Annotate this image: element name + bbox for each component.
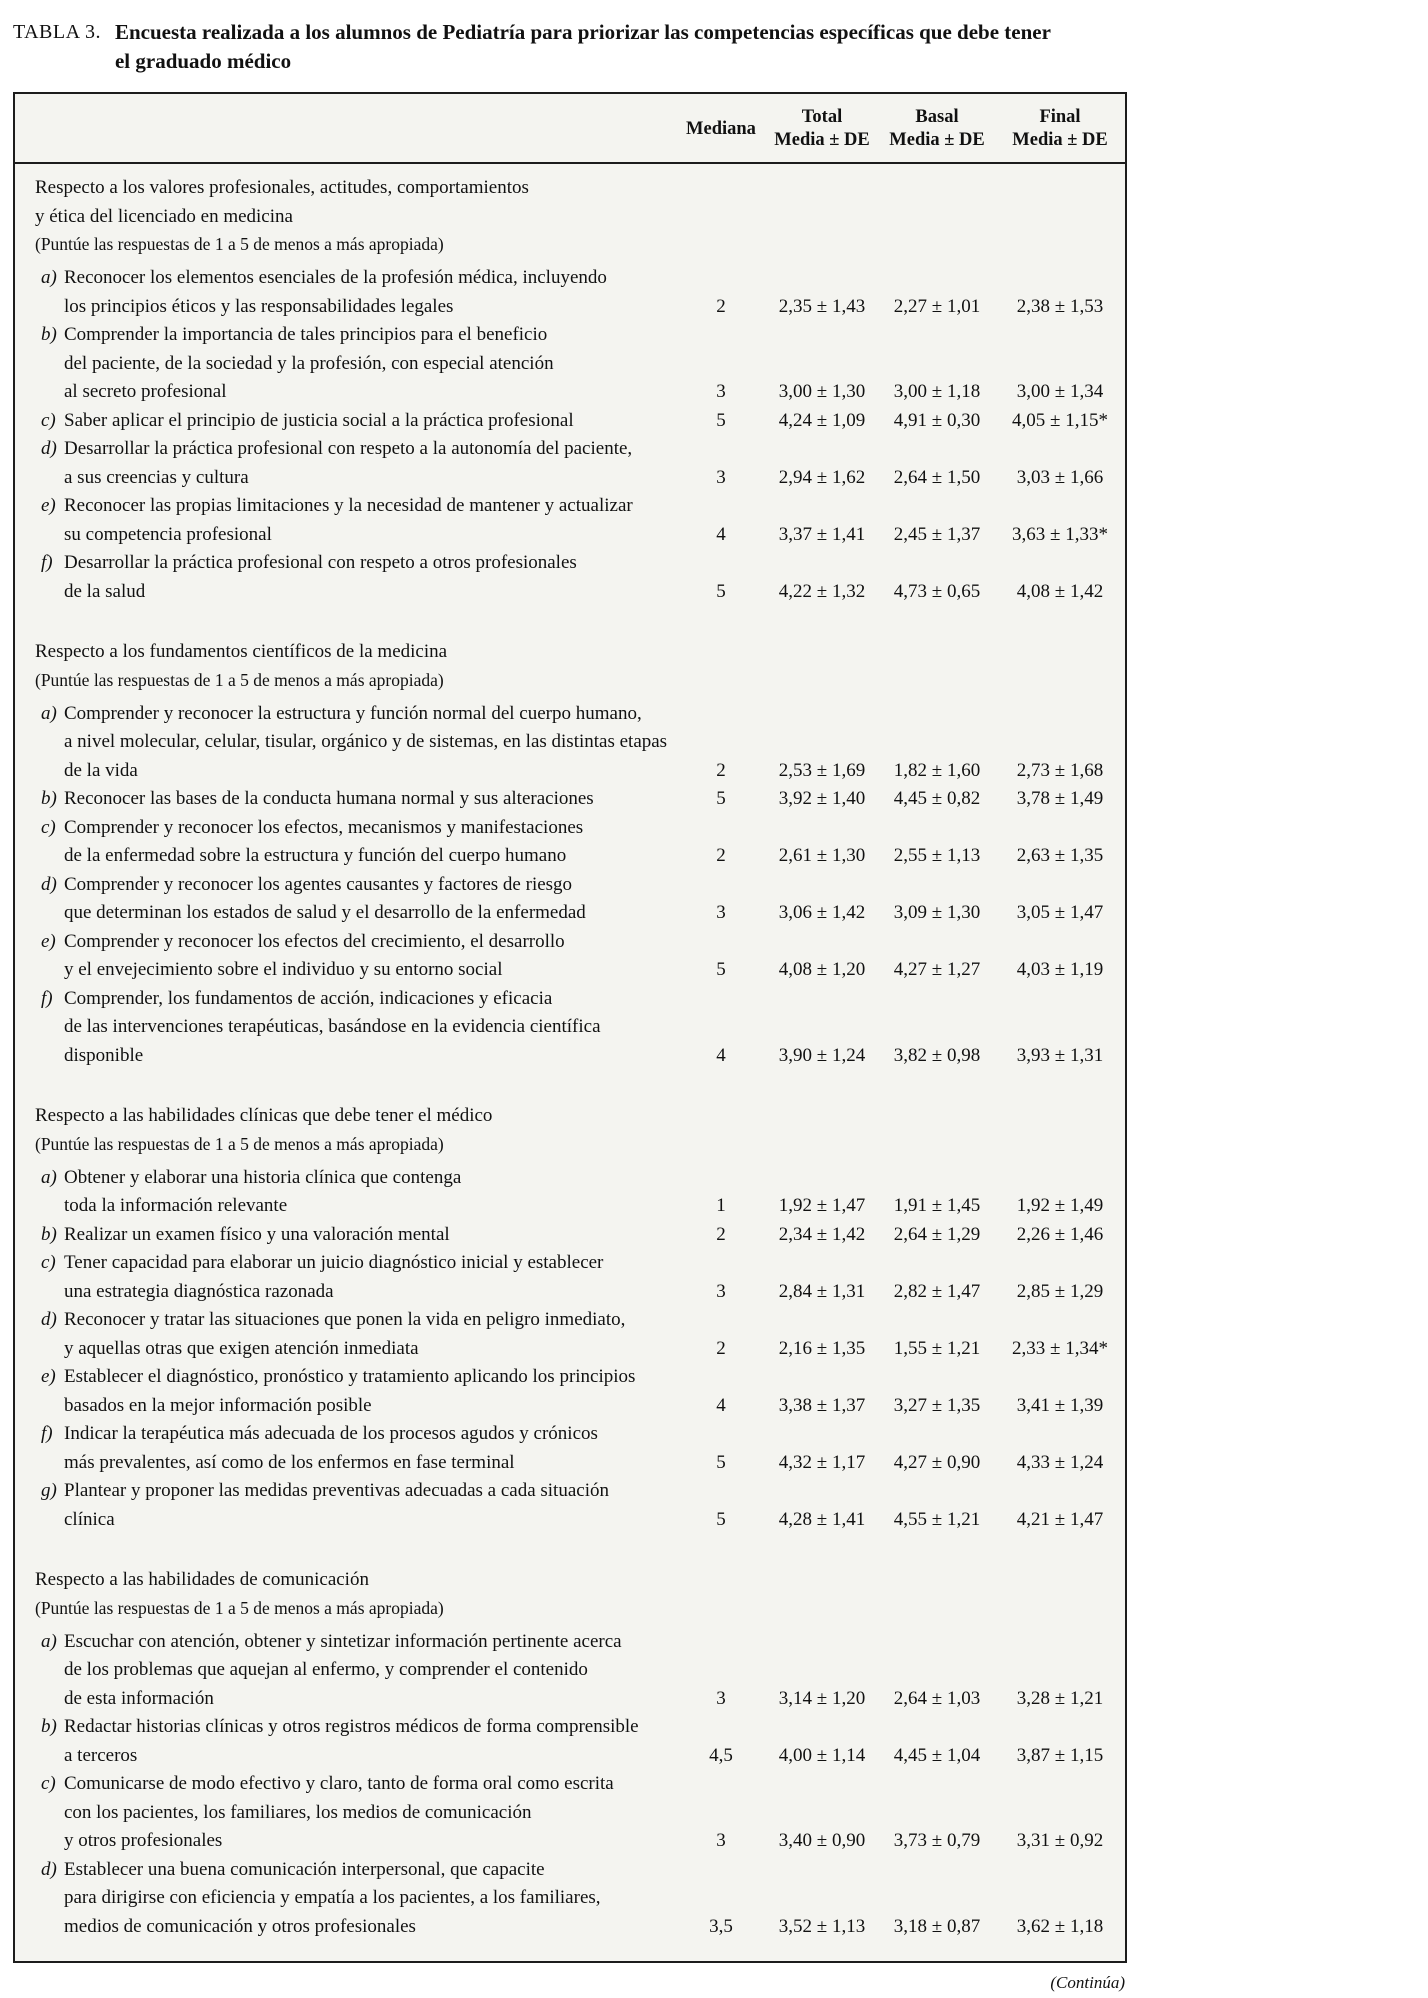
item-label-cell xyxy=(15,549,677,606)
item-text: e) Reconocer las propias limitaciones y la necesidad de mantener y actualizar su competencia profesional xyxy=(41,492,677,549)
column-header: Mediana xyxy=(677,94,765,163)
item-label-cell xyxy=(15,928,677,985)
item-letter: a) xyxy=(41,702,57,724)
basal-value: 3,00 ± 1,18 xyxy=(893,381,981,402)
final-value: 4,05 ± 1,15* xyxy=(1012,409,1108,431)
item-letter: a) xyxy=(41,1630,57,1652)
basal-value: 3,09 ± 1,30 xyxy=(893,902,981,923)
table-row xyxy=(15,1249,1125,1306)
item-label-cell xyxy=(15,264,677,321)
basal-value: 1,91 ± 1,45 xyxy=(893,1195,981,1216)
final-value: 4,21 ± 1,47 xyxy=(1016,1508,1104,1530)
mediana-value: 5 xyxy=(716,409,726,431)
section-note: (Puntúe las respuestas de 1 a 5 de menos a más apropiada) xyxy=(35,1597,444,1618)
basal-value: 4,45 ± 1,04 xyxy=(893,1744,981,1766)
item-text: a) Escuchar con atención, obtener y sintetizar información pertinente acerca de los problemas que aquejan al enfermo, y comprender el contenido de esta información xyxy=(41,1628,677,1714)
final-value: 3,62 ± 1,18 xyxy=(1016,1915,1104,1937)
item-text: a) Reconocer los elementos esenciales de la profesión médica, incluyendo los principios éticos y las responsabilidades legales xyxy=(41,264,677,321)
mediana-value: 5 xyxy=(716,1451,726,1473)
item-text: f) Indicar la terapéutica más adecuada de los procesos agudos y crónicos más prevalentes, así como de los enfermos en fase terminal xyxy=(41,1420,677,1477)
item-letter: c) xyxy=(41,816,56,838)
table-row xyxy=(15,407,1125,436)
table-row xyxy=(15,928,1125,985)
survey-table xyxy=(15,94,1125,1941)
final-value: 2,85 ± 1,29 xyxy=(1016,1280,1104,1302)
item-letter: f) xyxy=(41,987,53,1009)
basal-value: 4,91 ± 0,30 xyxy=(893,409,981,431)
basal-value: 2,45 ± 1,37 xyxy=(893,523,981,545)
total-value: 2,61 ± 1,30 xyxy=(778,845,866,866)
final-value: 3,87 ± 1,15 xyxy=(1016,1744,1104,1766)
section-header-row xyxy=(15,606,1125,700)
total-value: 3,38 ± 1,37 xyxy=(778,1394,866,1416)
table-row xyxy=(15,985,1125,1071)
mediana-value: 5 xyxy=(716,1508,726,1530)
mediana-value: 3,5 xyxy=(709,1915,733,1937)
total-value: 2,94 ± 1,62 xyxy=(778,466,866,488)
column-header: Basal Media ± DE xyxy=(879,94,995,163)
item-text: c) Comprender y reconocer los efectos, mecanismos y manifestaciones de la enfermedad sobre la estructura y función del cuerpo humano xyxy=(41,814,677,871)
section-header-row xyxy=(15,1070,1125,1164)
section-note: (Puntúe las respuestas de 1 a 5 de menos a más apropiada) xyxy=(35,669,444,690)
final-value: 2,63 ± 1,35 xyxy=(1016,845,1104,866)
table-title xyxy=(13,18,1127,76)
basal-value: 2,64 ± 1,03 xyxy=(893,1687,981,1709)
basal-value: 4,73 ± 0,65 xyxy=(893,580,981,602)
item-text: d) Desarrollar la práctica profesional con respeto a la autonomía del paciente, a sus creencias y cultura xyxy=(41,435,677,492)
basal-value: 2,64 ± 1,50 xyxy=(893,466,981,488)
basal-value: 1,55 ± 1,21 xyxy=(893,1337,981,1359)
final-value: 3,63 ± 1,33* xyxy=(1012,523,1108,545)
item-label-cell xyxy=(15,492,677,549)
final-value: 3,78 ± 1,49 xyxy=(1016,788,1104,809)
mediana-value: 3 xyxy=(716,902,726,923)
section-header-cell xyxy=(15,606,1125,700)
item-letter: c) xyxy=(41,409,56,431)
total-value: 3,37 ± 1,41 xyxy=(778,523,866,545)
mediana-value: 2 xyxy=(716,1223,726,1245)
item-text: c) Comunicarse de modo efectivo y claro, tanto de forma oral como escrita con los pacientes, los familiares, los medios de comunicación y otros profesionales xyxy=(41,1770,677,1856)
mediana-value: 3 xyxy=(716,381,726,402)
total-value: 3,00 ± 1,30 xyxy=(778,381,866,402)
basal-value: 4,45 ± 0,82 xyxy=(893,788,981,809)
total-value: 3,06 ± 1,42 xyxy=(778,902,866,923)
total-value: 2,34 ± 1,42 xyxy=(778,1223,866,1245)
total-value: 2,53 ± 1,69 xyxy=(778,759,866,781)
item-label-cell xyxy=(15,985,677,1071)
mediana-value: 2 xyxy=(716,1337,726,1359)
item-text: b) Redactar historias clínicas y otros registros médicos de forma comprensible a terceros xyxy=(41,1713,677,1770)
table-row xyxy=(15,1306,1125,1363)
total-value: 2,35 ± 1,43 xyxy=(778,295,866,317)
basal-value: 4,55 ± 1,21 xyxy=(893,1508,981,1530)
table-row xyxy=(15,1770,1125,1856)
section-header-cell xyxy=(15,163,1125,264)
item-label-cell xyxy=(15,321,677,407)
basal-value: 2,27 ± 1,01 xyxy=(893,295,981,317)
column-header: Total Media ± DE xyxy=(765,94,879,163)
table-row xyxy=(15,264,1125,321)
item-label-cell xyxy=(15,814,677,871)
total-value: 4,32 ± 1,17 xyxy=(778,1451,866,1473)
item-letter: d) xyxy=(41,1858,57,1880)
total-value: 4,24 ± 1,09 xyxy=(778,409,866,431)
final-value: 3,28 ± 1,21 xyxy=(1016,1687,1104,1709)
item-letter: f) xyxy=(41,552,53,573)
item-text: d) Establecer una buena comunicación interpersonal, que capacite para dirigirse con eficiencia y empatía a los pacientes, a los familiares, medios de comunicación y otros profesionales xyxy=(41,1856,677,1942)
table-row xyxy=(15,435,1125,492)
final-value: 3,05 ± 1,47 xyxy=(1016,902,1104,923)
item-text: c) Tener capacidad para elaborar un juicio diagnóstico inicial y establecer una estrategia diagnóstica razonada xyxy=(41,1249,677,1306)
final-value: 3,41 ± 1,39 xyxy=(1016,1394,1104,1416)
section-header-row xyxy=(15,1534,1125,1628)
final-value: 3,00 ± 1,34 xyxy=(1016,381,1104,402)
data-table xyxy=(13,92,1127,1963)
basal-value: 2,64 ± 1,29 xyxy=(893,1223,981,1245)
mediana-value: 2 xyxy=(716,845,726,866)
item-text: b) Realizar un examen físico y una valoración mental xyxy=(41,1221,677,1250)
mediana-value: 4 xyxy=(716,1044,726,1066)
item-text: c) Saber aplicar el principio de justicia social a la práctica profesional xyxy=(41,407,677,436)
item-text: g) Plantear y proponer las medidas preventivas adecuadas a cada situación clínica xyxy=(41,1477,677,1534)
total-value: 3,14 ± 1,20 xyxy=(778,1687,866,1709)
table-row xyxy=(15,814,1125,871)
table-row xyxy=(15,871,1125,928)
item-letter: b) xyxy=(41,788,57,809)
basal-value: 3,18 ± 0,87 xyxy=(893,1915,981,1937)
final-value: 3,93 ± 1,31 xyxy=(1016,1044,1104,1066)
final-value: 2,73 ± 1,68 xyxy=(1016,759,1104,781)
total-value: 3,92 ± 1,40 xyxy=(778,788,866,809)
item-letter: d) xyxy=(41,873,57,895)
table-row xyxy=(15,1628,1125,1714)
item-label-cell xyxy=(15,1164,677,1221)
basal-value: 3,27 ± 1,35 xyxy=(893,1394,981,1416)
item-letter: c) xyxy=(41,1252,56,1273)
basal-value: 4,27 ± 1,27 xyxy=(893,959,981,980)
table-row xyxy=(15,785,1125,814)
total-value: 1,92 ± 1,47 xyxy=(778,1195,866,1216)
mediana-value: 4 xyxy=(716,523,726,545)
table-caption: Encuesta realizada a los alumnos de Pediatría para priorizar las competencias específicas que debe tener el graduado médico xyxy=(114,20,1051,73)
section-note: (Puntúe las respuestas de 1 a 5 de menos a más apropiada) xyxy=(35,1133,444,1154)
final-value: 3,03 ± 1,66 xyxy=(1016,466,1104,488)
basal-value: 3,73 ± 0,79 xyxy=(893,1830,981,1851)
item-text: e) Establecer el diagnóstico, pronóstico y tratamiento aplicando los principios basados en la mejor información posible xyxy=(41,1363,677,1420)
basal-value: 2,82 ± 1,47 xyxy=(893,1280,981,1302)
mediana-value: 1 xyxy=(716,1195,726,1216)
table-header-row xyxy=(15,94,1125,163)
total-value: 4,00 ± 1,14 xyxy=(778,1744,866,1766)
mediana-value: 3 xyxy=(716,466,726,488)
final-value: 2,33 ± 1,34* xyxy=(1012,1337,1108,1359)
total-value: 2,84 ± 1,31 xyxy=(778,1280,866,1302)
mediana-value: 5 xyxy=(716,580,726,602)
item-text: a) Obtener y elaborar una historia clínica que contenga toda la información relevante xyxy=(41,1164,677,1221)
final-value: 3,31 ± 0,92 xyxy=(1016,1830,1104,1851)
item-label-cell xyxy=(15,1628,677,1714)
item-label-cell xyxy=(15,1770,677,1856)
section-heading: Respecto a los fundamentos científicos de la medicina xyxy=(35,641,448,662)
item-label-cell xyxy=(15,785,677,814)
item-text: d) Comprender y reconocer los agentes causantes y factores de riesgo que determinan los estados de salud y el desarrollo de la enfermedad xyxy=(41,871,677,928)
final-value: 1,92 ± 1,49 xyxy=(1016,1195,1104,1216)
table-row xyxy=(15,321,1125,407)
item-label-cell xyxy=(15,1306,677,1363)
item-letter: e) xyxy=(41,1366,56,1387)
total-value: 4,28 ± 1,41 xyxy=(778,1508,866,1530)
table-row xyxy=(15,700,1125,786)
item-label-cell xyxy=(15,871,677,928)
final-value: 2,26 ± 1,46 xyxy=(1016,1223,1104,1245)
table-row xyxy=(15,1363,1125,1420)
section-note: (Puntúe las respuestas de 1 a 5 de menos a más apropiada) xyxy=(35,234,444,254)
item-letter: e) xyxy=(41,495,56,516)
mediana-value: 3 xyxy=(716,1280,726,1302)
basal-value: 4,27 ± 0,90 xyxy=(893,1451,981,1473)
item-text: f) Desarrollar la práctica profesional con respeto a otros profesionales de la salud xyxy=(41,549,677,606)
item-label-cell xyxy=(15,1420,677,1477)
item-text: d) Reconocer y tratar las situaciones que ponen la vida en peligro inmediato, y aquellas otras que exigen atención inmediata xyxy=(41,1306,677,1363)
item-label-cell xyxy=(15,1221,677,1250)
basal-value: 3,82 ± 0,98 xyxy=(893,1044,981,1066)
item-letter: a) xyxy=(41,1166,57,1188)
item-label-cell xyxy=(15,700,677,786)
table-row xyxy=(15,1420,1125,1477)
item-label-cell xyxy=(15,407,677,436)
item-letter: a) xyxy=(41,267,57,288)
column-header: Final Media ± DE xyxy=(995,94,1125,163)
mediana-value: 3 xyxy=(716,1830,726,1851)
item-text: e) Comprender y reconocer los efectos del crecimiento, el desarrollo y el envejecimiento sobre el individuo y su entorno social xyxy=(41,928,677,985)
item-label-cell xyxy=(15,1713,677,1770)
basal-value: 1,82 ± 1,60 xyxy=(893,759,981,781)
item-label-cell xyxy=(15,1477,677,1534)
section-header-cell xyxy=(15,1070,1125,1164)
item-letter: b) xyxy=(41,1223,57,1245)
item-label-cell xyxy=(15,1856,677,1942)
mediana-value: 5 xyxy=(716,788,726,809)
table-row xyxy=(15,549,1125,606)
basal-value: 2,55 ± 1,13 xyxy=(893,845,981,866)
mediana-value: 4,5 xyxy=(709,1744,733,1766)
item-letter: g) xyxy=(41,1480,57,1501)
total-value: 3,40 ± 0,90 xyxy=(778,1830,866,1851)
item-label-cell xyxy=(15,435,677,492)
item-label-cell xyxy=(15,1363,677,1420)
total-value: 2,16 ± 1,35 xyxy=(778,1337,866,1359)
continuation-note: (Continúa) xyxy=(1050,1973,1125,1992)
item-letter: f) xyxy=(41,1423,53,1444)
table-row xyxy=(15,1164,1125,1221)
table-row xyxy=(15,1856,1125,1942)
table-row xyxy=(15,1221,1125,1250)
total-value: 4,08 ± 1,20 xyxy=(778,959,866,980)
total-value: 4,22 ± 1,32 xyxy=(778,580,866,602)
item-letter: b) xyxy=(41,1716,57,1737)
item-text: b) Reconocer las bases de la conducta humana normal y sus alteraciones xyxy=(41,785,677,814)
total-value: 3,52 ± 1,13 xyxy=(778,1915,866,1937)
item-text: f) Comprender, los fundamentos de acción, indicaciones y eficacia de las intervenciones terapéuticas, basándose en la evidencia científica disponible xyxy=(41,985,677,1071)
total-value: 3,90 ± 1,24 xyxy=(778,1044,866,1066)
section-heading: Respecto a los valores profesionales, actitudes, comportamientos y ética del licenciado en medicina xyxy=(35,177,529,227)
final-value: 4,33 ± 1,24 xyxy=(1016,1451,1104,1473)
item-letter: b) xyxy=(41,324,57,345)
section-heading: Respecto a las habilidades clínicas que debe tener el médico xyxy=(35,1105,493,1126)
item-text: a) Comprender y reconocer la estructura y función normal del cuerpo humano, a nivel molecular, celular, tisular, orgánico y de sistemas, en las distintas etapas de la vida xyxy=(41,700,677,786)
item-letter: e) xyxy=(41,930,56,952)
table-row xyxy=(15,1477,1125,1534)
mediana-value: 5 xyxy=(716,959,726,980)
item-letter: d) xyxy=(41,1309,57,1330)
item-label-cell xyxy=(15,1249,677,1306)
mediana-value: 2 xyxy=(716,759,726,781)
section-heading: Respecto a las habilidades de comunicación xyxy=(35,1569,369,1590)
table-row xyxy=(15,492,1125,549)
final-value: 2,38 ± 1,53 xyxy=(1016,295,1104,317)
final-value: 4,08 ± 1,42 xyxy=(1016,580,1104,602)
empty-header-cell xyxy=(15,94,677,163)
section-header-cell xyxy=(15,1534,1125,1628)
mediana-value: 2 xyxy=(716,295,726,317)
mediana-value: 4 xyxy=(716,1394,726,1416)
section-header-row xyxy=(15,163,1125,264)
mediana-value: 3 xyxy=(716,1687,726,1709)
final-value: 4,03 ± 1,19 xyxy=(1016,959,1104,980)
table-row xyxy=(15,1713,1125,1770)
table-number: TABLA 3. xyxy=(13,21,101,43)
item-letter: d) xyxy=(41,438,57,459)
item-text: b) Comprender la importancia de tales principios para el beneficio del paciente, de la sociedad y la profesión, con especial atención al secreto profesional xyxy=(41,321,677,407)
item-letter: c) xyxy=(41,1773,56,1794)
